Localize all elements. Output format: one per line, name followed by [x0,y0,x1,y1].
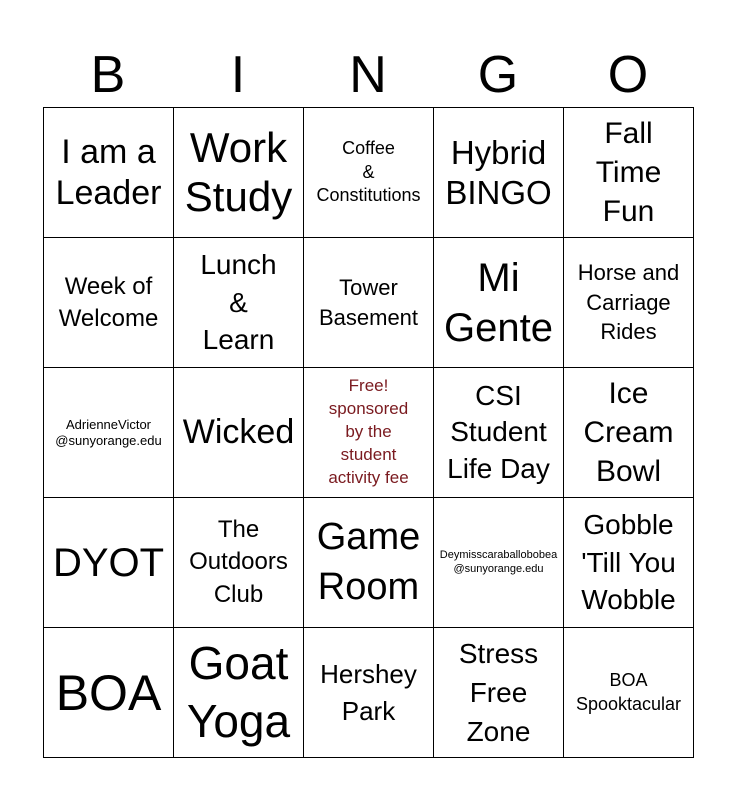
bingo-cell-free[interactable] [304,368,434,498]
bingo-cell[interactable] [564,498,694,628]
bingo-cell[interactable] [174,108,304,238]
bingo-cell-text: Game Room [316,516,421,608]
bingo-cell-text: Ice Cream Bowl [583,377,674,488]
bingo-cell[interactable] [434,368,564,498]
bingo-cell[interactable] [174,628,304,758]
bingo-cell[interactable] [434,498,564,628]
bingo-cell[interactable] [304,108,434,238]
bingo-cell[interactable] [304,628,434,758]
bingo-cell[interactable] [44,368,174,498]
bingo-cell-text: Lunch & Learn [200,248,277,356]
bingo-cell[interactable] [434,108,564,238]
header-letter-o: O [607,46,649,104]
header-letter-n: N [349,46,387,104]
bingo-cell[interactable] [174,368,304,498]
bingo-cell[interactable] [564,108,694,238]
bingo-cell-text: BOA [55,664,162,721]
bingo-cell-text: Goat Yoga [186,637,291,747]
bingo-cell-text: Hershey Park [320,659,417,726]
bingo-cell[interactable] [44,498,174,628]
bingo-cell[interactable] [44,628,174,758]
bingo-cell-text: Fall Time Fun [595,117,662,228]
bingo-cell[interactable] [434,628,564,758]
bingo-cell[interactable] [174,238,304,368]
bingo-cell-text: Hybrid BINGO [445,133,552,211]
bingo-cell[interactable] [564,368,694,498]
bingo-cell-text: Free! sponsored by the student activity fee [328,376,409,487]
bingo-cell-text: Mi Gente [444,255,553,350]
bingo-cell-text: Coffee & Constitutions [316,138,421,206]
header-letter-b: B [90,46,126,104]
bingo-cell-text: BOA Spooktacular [575,670,682,714]
bingo-cell-text: DYOT [52,540,165,585]
bingo-cell[interactable] [174,498,304,628]
bingo-cell-text: Tower Basement [318,274,419,330]
bingo-cell-text: Horse and Carriage Rides [577,259,680,345]
header-letter-g: G [477,46,519,104]
bingo-cell-text: Stress Free Zone [458,637,539,748]
bingo-header [43,46,693,104]
bingo-cell-text: Week of Welcome [58,273,159,332]
bingo-cell-text: CSI Student Life Day [447,379,550,484]
bingo-cell-text: Work Study [184,124,293,220]
bingo-cell-text: AdrienneVictor @sunyorange.edu [55,416,162,448]
bingo-cell[interactable] [564,628,694,758]
bingo-cell-text: Wicked [182,413,295,452]
bingo-cell[interactable] [44,108,174,238]
bingo-cell-text: Deymisscaraballobobea @sunyorange.edu [439,549,558,575]
bingo-cell[interactable] [564,238,694,368]
bingo-cell[interactable] [304,498,434,628]
bingo-cell[interactable] [304,238,434,368]
header-letter-i: I [230,46,246,104]
bingo-board [43,107,694,758]
bingo-cell-text: The Outdoors Club [189,515,288,608]
bingo-cell-text: I am a Leader [55,132,162,212]
bingo-cell-text: Gobble 'Till You Wobble [581,508,676,616]
bingo-cell[interactable] [434,238,564,368]
bingo-cell[interactable] [44,238,174,368]
